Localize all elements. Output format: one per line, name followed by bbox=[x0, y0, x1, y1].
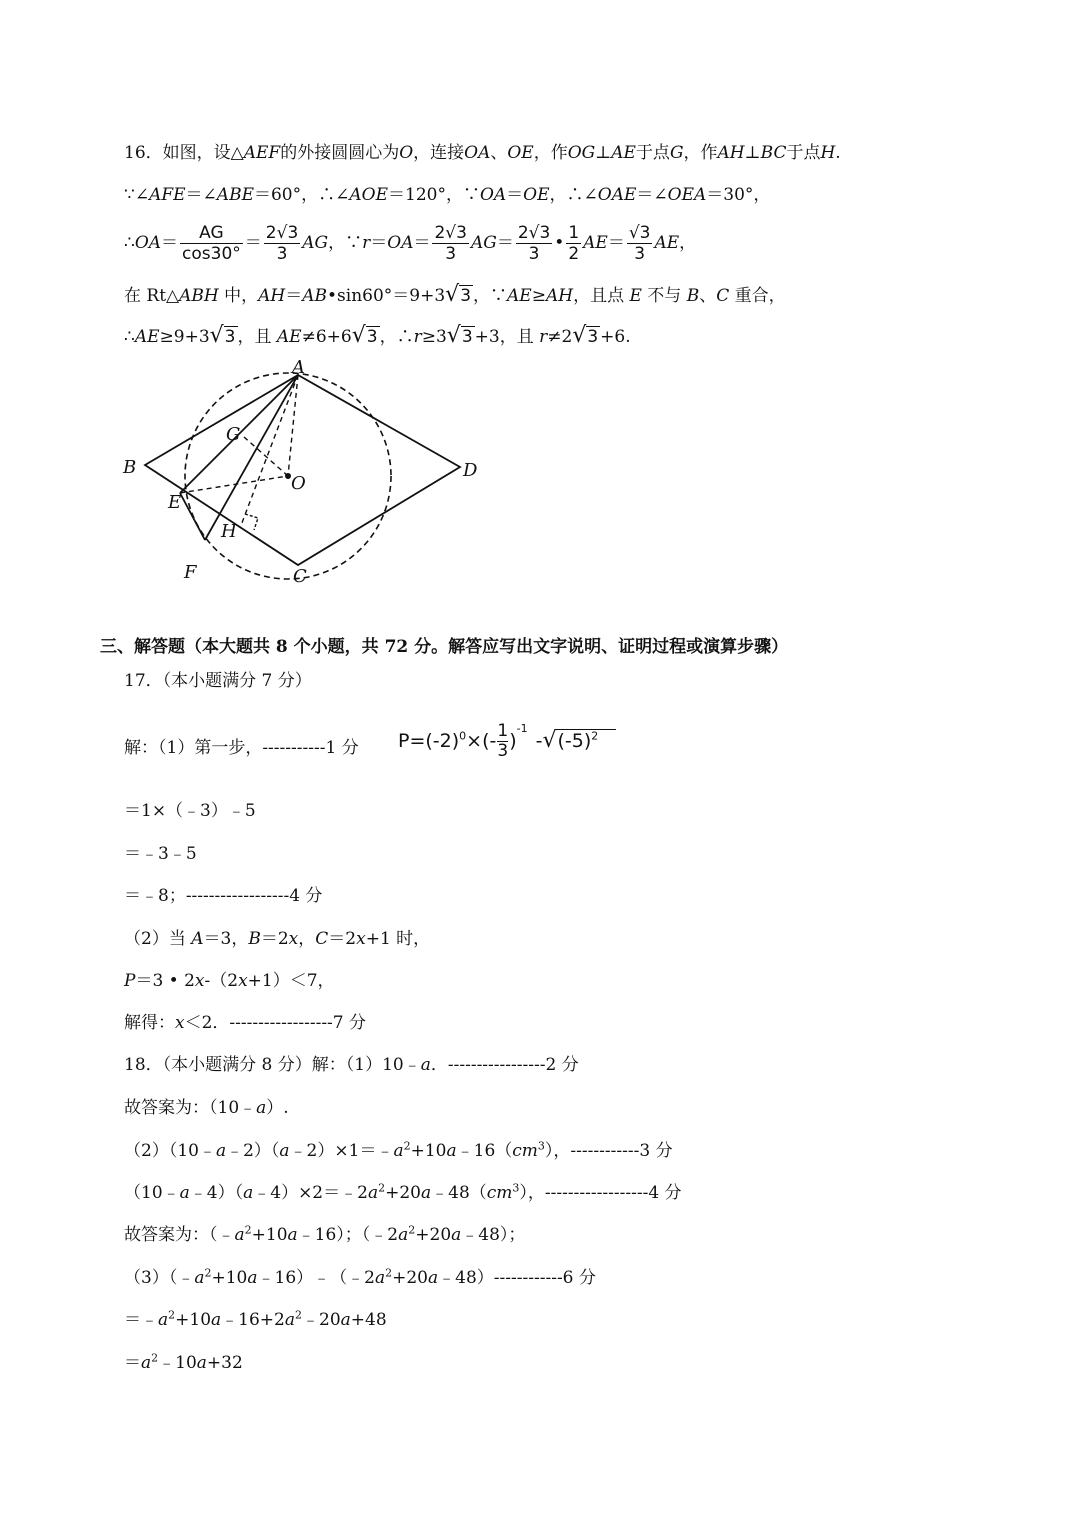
sqrt-radical: $√(-5)^2$ bbox=[542, 728, 616, 753]
segment-ef bbox=[180, 493, 205, 540]
label-f: F bbox=[184, 562, 197, 583]
q18-line-6: $(3)(﹣a^2+10a﹣16)﹣(﹣2a^2+20a﹣48)------------6$ 分 bbox=[124, 1266, 596, 1288]
segment-af bbox=[205, 375, 298, 540]
q16-line-5: ∴AE≥9+3√3 ，且 AE≠6+6√3 ，∴r≥3√3 +3，且 r≠2√3 +6. bbox=[124, 323, 631, 348]
q17-part-2: （2）当 A＝3，B＝2x，C＝2x+1 时， bbox=[124, 929, 431, 949]
q17-part-2-inequality: P＝3 • 2x-（2x+1）＜7， bbox=[124, 971, 335, 991]
fraction-1-3: $\frac{1}{3}$ bbox=[497, 721, 509, 761]
q16-line-1: 16．如图，设△AEF的外接圆圆心为O，连接OA、OE，作OG⊥AE于点G，作AH⊥BC于点H. bbox=[124, 143, 841, 163]
sqrt-3: √3 bbox=[446, 323, 473, 348]
label-b: B bbox=[123, 457, 137, 478]
q18-line-7: $=﹣a^2+10a﹣16+2a^2﹣20a+48$ bbox=[124, 1308, 387, 1330]
label-o: O bbox=[291, 473, 306, 494]
fraction-2sqrt3-3: $\frac{2√3}{3}$ bbox=[265, 223, 299, 264]
label-e: E bbox=[168, 492, 182, 513]
q18-line-1: 18．（本小题满分 8 分）解：（1）10﹣a．-----------------2 分 bbox=[124, 1055, 579, 1075]
label-c: C bbox=[293, 566, 307, 587]
q18-line-4: $(10﹣a﹣4)(a﹣4)\times 2=﹣2a^2+20a﹣48(cm^3)$，------------------4 分 bbox=[124, 1181, 682, 1203]
q16-line-2: ∵∠AFE＝∠ABE＝60°，∴∠AOE＝120°，∵OA＝OE，∴∠OAE＝∠OEA＝30°， bbox=[124, 185, 771, 205]
geometry-figure bbox=[110, 355, 490, 595]
q17-line-2: ＝1×（﹣3）﹣5 bbox=[124, 801, 256, 821]
q18-line-8: $=a^2﹣10a+32$ bbox=[124, 1351, 243, 1373]
q17-line-3: ＝﹣3﹣5 bbox=[124, 844, 197, 864]
q17-header: 17．（本小题满分 7 分） bbox=[124, 671, 312, 691]
q18-line-2: 故答案为：（10﹣a）. bbox=[124, 1098, 289, 1118]
segment-og bbox=[244, 437, 288, 476]
q17-step-1: 解：（1）第一步，-----------1 分 bbox=[124, 738, 359, 758]
sqrt-3: √3 bbox=[572, 323, 599, 348]
sqrt-3: √3 bbox=[445, 282, 472, 307]
q16-line-4: 在 Rt△ABH 中，AH＝AB•sin60°＝9+3√3 ，∵AE≥AH，且点 E 不与 B、C 重合， bbox=[124, 282, 786, 307]
fraction-ag-cos30: $\frac{AG}{\cos 30^\circ}$ bbox=[182, 223, 241, 264]
fraction-2sqrt3-3: $\frac{2√3}{3}$ bbox=[517, 223, 551, 264]
q17-line-4: ＝﹣8；------------------4 分 bbox=[124, 886, 323, 906]
sqrt-3: √3 bbox=[209, 323, 236, 348]
right-angle-mark bbox=[245, 514, 258, 530]
fraction-2sqrt3-3: $\frac{2√3}{3}$ bbox=[434, 223, 467, 264]
label-g: G bbox=[226, 424, 241, 445]
q17-formula: $P=(-2)^0\times(-$ $\frac{1}{3}$ )$^{-1}-√(-5)^2$ bbox=[398, 722, 616, 761]
fraction-1-2: $\frac{1}{2}$ bbox=[568, 223, 580, 264]
segment-ah bbox=[240, 375, 298, 528]
label-d: D bbox=[463, 460, 478, 481]
q18-line-5: 故答案为：$(﹣a^2+10a﹣16)$；$(﹣2a^2+20a﹣48)$； bbox=[124, 1223, 526, 1245]
segment-eo bbox=[180, 476, 288, 493]
section-heading: 三、解答题（本大题共 8 个小题，共 72 分。解答应写出文字说明、证明过程或演算步骤） bbox=[100, 637, 789, 657]
sqrt-3: √3 bbox=[351, 323, 378, 348]
q17-part-2-solution: 解得：x＜2．------------------7 分 bbox=[124, 1013, 367, 1033]
label-h: H bbox=[221, 521, 237, 542]
q16-line-3: ∴OA＝ $\frac{AG}{\cos 30^\circ}$ ＝ $\frac{2√3}{3}$ AG，∵r＝OA＝ $\frac{2√3}{3}$ AG＝ $\frac{2√3}{3}$ • $\frac{1}{2}$ AE＝ $\frac{√3}{3}$ AE， bbox=[124, 223, 697, 264]
fraction-sqrt3-3: $\frac{√3}{3}$ bbox=[628, 223, 651, 264]
q18-line-3: $(2)(10﹣a﹣2)(a﹣2)\times 1=﹣a^2+10a﹣16(cm^3)$，------------3 分 bbox=[124, 1139, 673, 1161]
rhombus-abcd bbox=[145, 375, 460, 565]
label-a: A bbox=[292, 357, 305, 378]
